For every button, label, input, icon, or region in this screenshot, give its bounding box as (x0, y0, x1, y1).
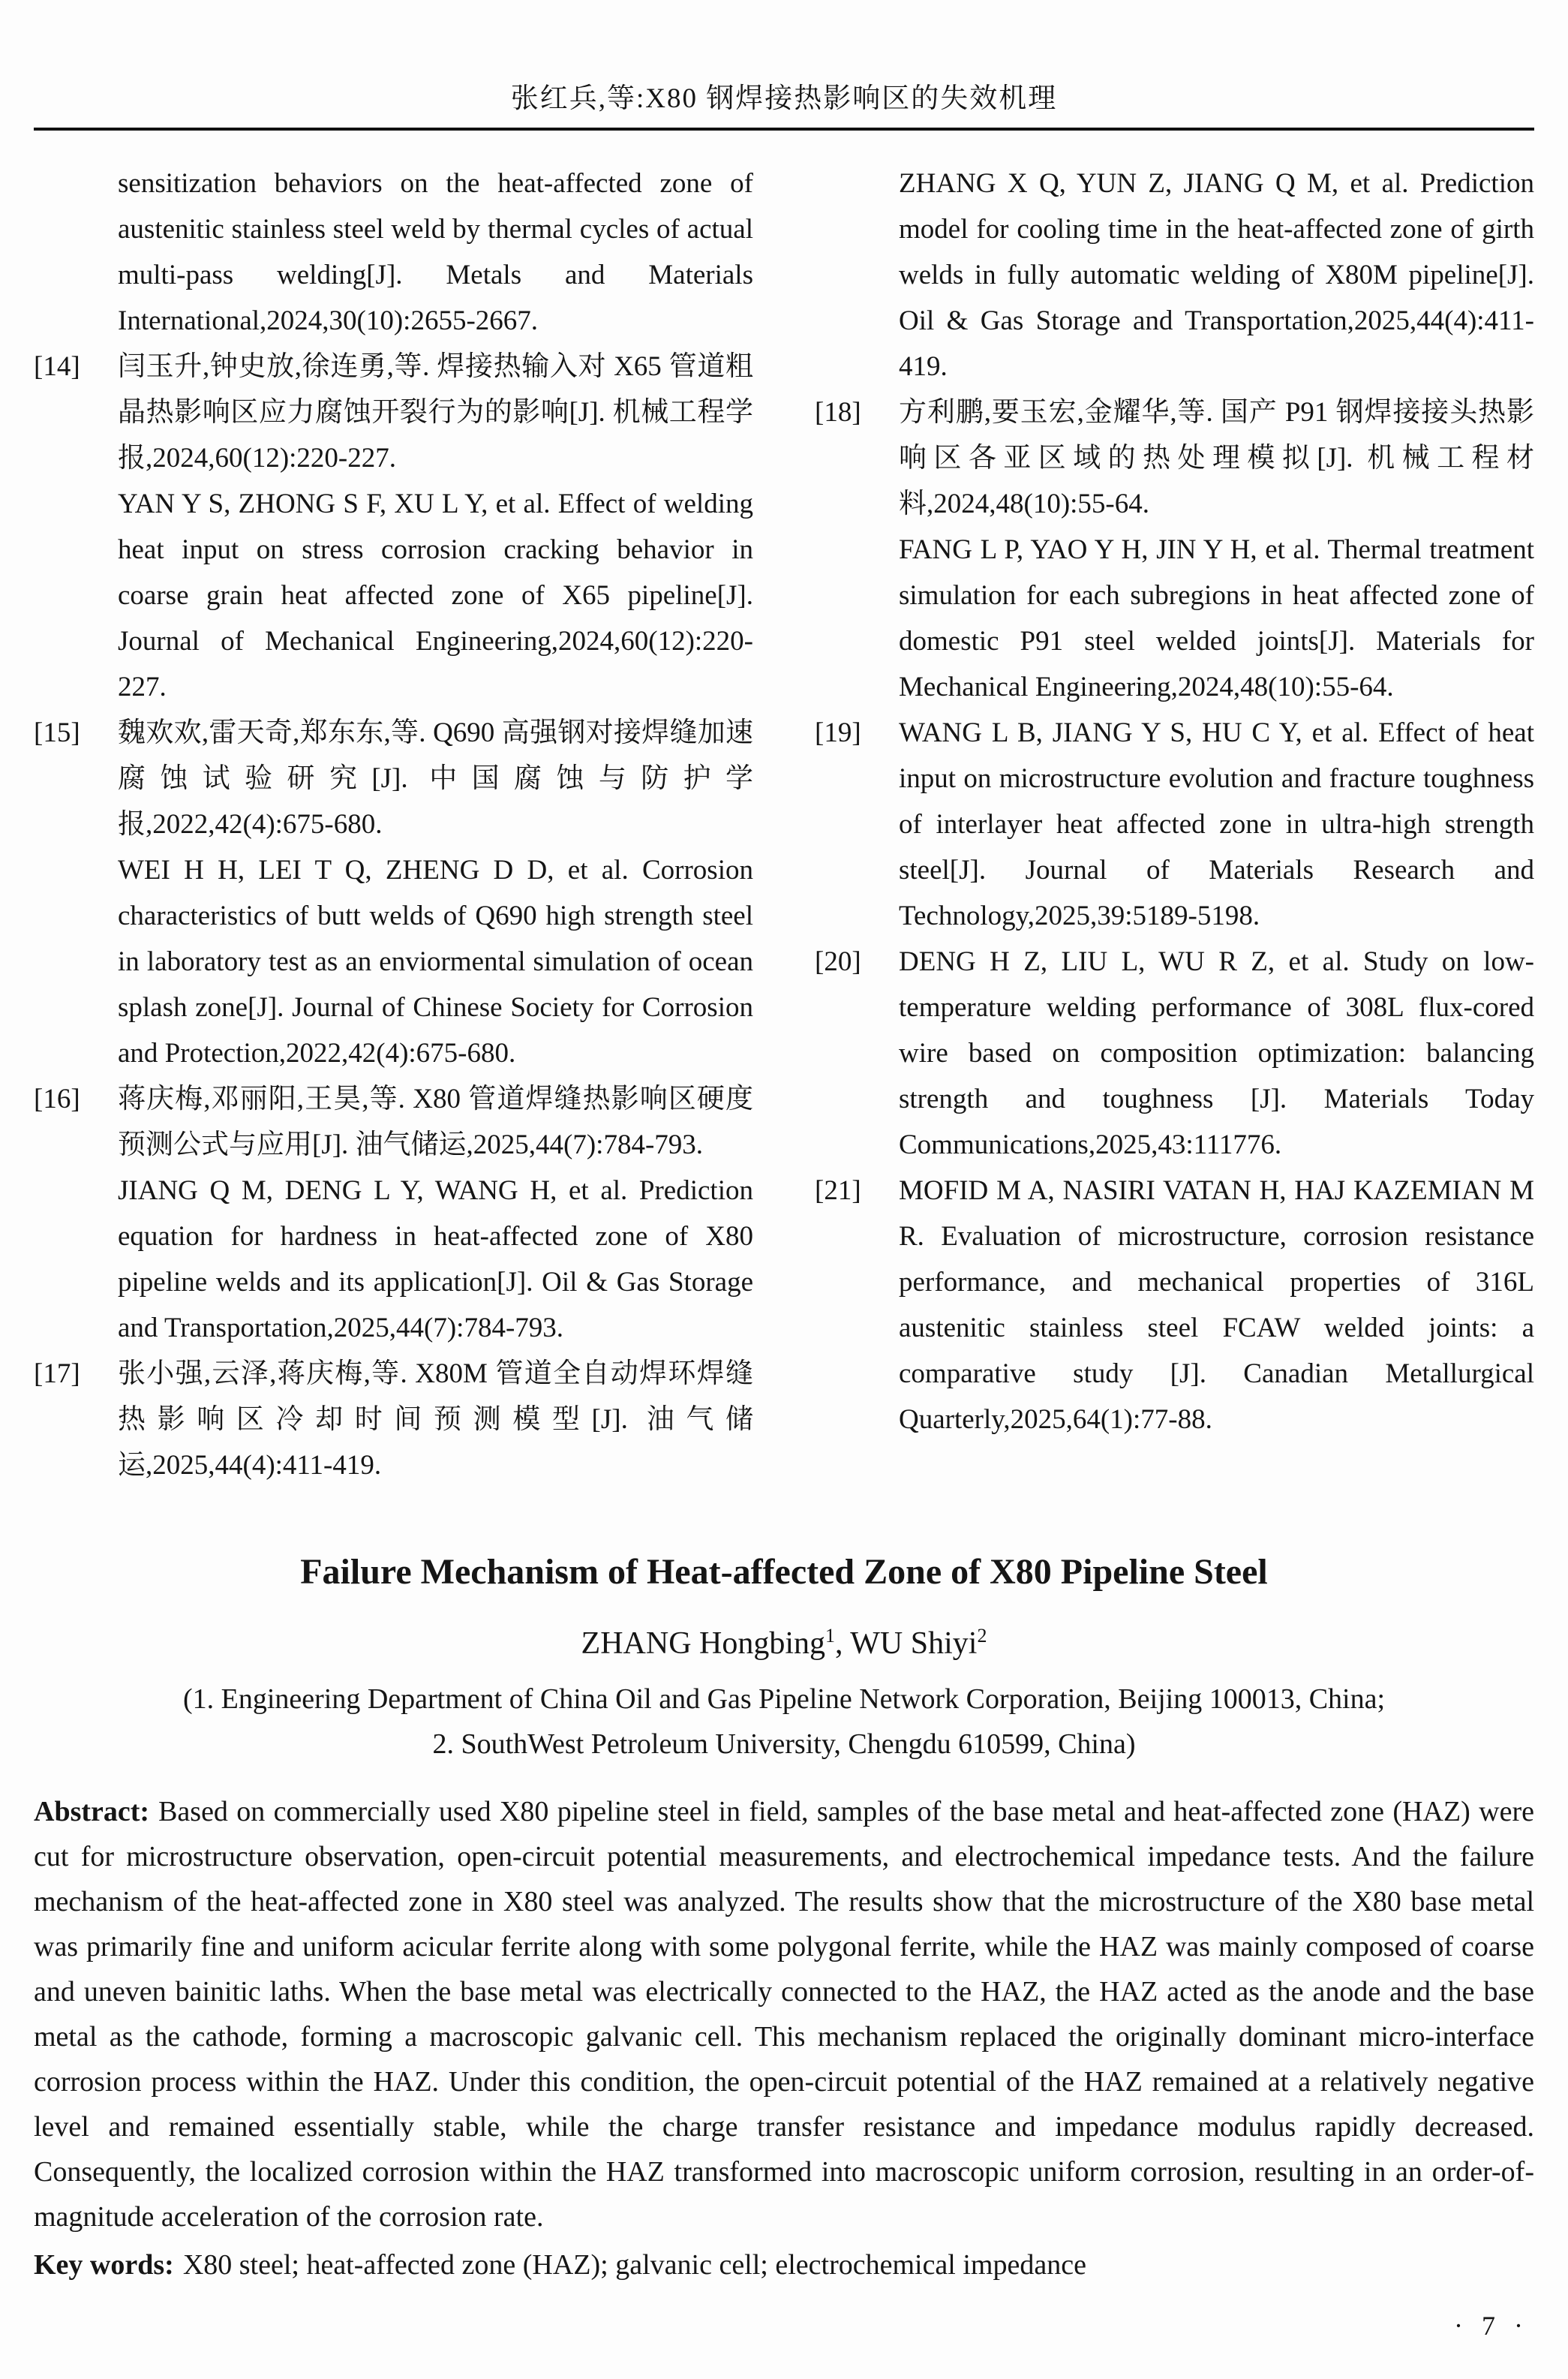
author-separator: , (835, 1626, 851, 1661)
reference-number: [19] (815, 717, 861, 748)
affiliation-line-2: 2. SouthWest Petroleum University, Chengdu 610599, China) (432, 1728, 1136, 1760)
reference-number: [16] (34, 1084, 80, 1114)
reference-number (34, 161, 118, 344)
reference-number (815, 161, 899, 389)
reference-entry (34, 344, 753, 481)
reference-text: YAN Y S, ZHONG S F, XU L Y, et al. Effect of welding heat input on stress corrosion cracking behavior in coarse grain heat affected zone of X65 pipeline[J]. Journal of Mechanical Engineering,2024,60(12):220-227. (118, 489, 753, 702)
reference-entry (815, 710, 1534, 939)
reference-text: JIANG Q M, DENG L Y, WANG H, et al. Prediction equation for hardness in heat-affected zone of X80 pipeline welds and its application[J]. Oil & Gas Storage and Transportation,2025,44(7):784-793. (118, 1175, 753, 1343)
reference-number: [14] (34, 351, 80, 382)
abstract (34, 1789, 1534, 2239)
keywords (34, 2242, 1534, 2287)
reference-number (34, 481, 118, 710)
reference-number (34, 1168, 118, 1351)
reference-entry (34, 710, 753, 847)
reference-text: 魏欢欢,雷天奇,郑东东,等. Q690 高强钢对接焊缝加速腐蚀试验研究[J]. 中国腐蚀与防护学报,2022,42(4):675-680. (118, 717, 753, 840)
reference-entry (815, 161, 1534, 389)
reference-text: WANG L B, JIANG Y S, HU C Y, et al. Effect of heat input on microstructure evolution and fracture toughness of interlayer heat affected zone in ultra-high strength steel[J]. Journal of Materials Research and Technology,2025,39:5189-5198. (899, 717, 1534, 931)
reference-text: FANG L P, YAO Y H, JIN Y H, et al. Thermal treatment simulation for each subregions in heat affected zone of domestic P91 steel welded joints[J]. Materials for Mechanical Engineering,2024,48(10):55-64. (899, 534, 1534, 702)
article-title: Failure Mechanism of Heat-affected Zone of X80 Pipeline Steel (300, 1552, 1268, 1592)
reference-number: [17] (34, 1358, 80, 1389)
references-right-column (815, 161, 1534, 1488)
references-left-column (34, 161, 753, 1488)
reference-entry (815, 527, 1534, 710)
keywords-label: Key words: (34, 2249, 174, 2281)
reference-text: sensitization behaviors on the heat-affected zone of austenitic stainless steel weld by thermal cycles of actual multi-pass welding[J]. Metals and Materials International,2024,30(10):2655-2667. (118, 168, 753, 336)
reference-number: [15] (34, 717, 80, 748)
page-number: · 7 · (1454, 2311, 1529, 2341)
reference-number (815, 527, 899, 710)
reference-text: 张小强,云泽,蒋庆梅,等. X80M 管道全自动焊环焊缝热影响区冷却时间预测模型[J]. 油气储运,2025,44(4):411-419. (118, 1358, 753, 1481)
affiliations (34, 1677, 1534, 1767)
author-superscript: 1 (825, 1625, 836, 1647)
reference-entry (34, 1076, 753, 1168)
author-superscript: 2 (977, 1625, 987, 1647)
reference-entry (34, 161, 753, 344)
reference-text: 蒋庆梅,邓丽阳,王昊,等. X80 管道焊缝热影响区硬度预测公式与应用[J]. 油气储运,2025,44(7):784-793. (118, 1084, 753, 1160)
reference-entry (815, 389, 1534, 527)
reference-entry (34, 1351, 753, 1488)
reference-text: MOFID M A, NASIRI VATAN H, HAJ KAZEMIAN M R. Evaluation of microstructure, corrosion resistance performance, and mechanical properties of 316L austenitic stainless steel FCAW welded joints: a comparative study [J]. Canadian Metallurgical Quarterly,2025,64(1):77-88. (899, 1175, 1534, 1435)
abstract-text: Based on commercially used X80 pipeline steel in field, samples of the base metal and heat-affected zone (HAZ) were cut for microstructure observation, open-circuit potential measurements, and electrochemical impedance tests. And the failure mechanism of the heat-affected zone in X80 steel was analyzed. The results show that the microstructure of the X80 base metal was primarily fine and uniform acicular ferrite along with some polygonal ferrite, while the HAZ was mainly composed of coarse and uneven bainitic laths. When the base metal was electrically connected to the HAZ, the HAZ acted as the anode and the base metal as the cathode, forming a macroscopic galvanic cell. This mechanism replaced the originally dominant micro-interface corrosion process within the HAZ. Under this condition, the open-circuit potential of the HAZ remained at a relatively negative level and remained essentially stable, while the charge transfer resistance and impedance modulus rapidly decreased. Consequently, the localized corrosion within the HAZ transformed into macroscopic uniform corrosion, resulting in an order-of-magnitude acceleration of the corrosion rate. (34, 1796, 1534, 2233)
reference-text: DENG H Z, LIU L, WU R Z, et al. Study on low-temperature welding performance of 308L flux-cored wire based on composition optimization: balancing strength and toughness [J]. Materials Today Communications,2025,43:111776. (899, 946, 1534, 1160)
reference-text: WEI H H, LEI T Q, ZHENG D D, et al. Corrosion characteristics of butt welds of Q690 high strength steel in laboratory test as an enviormental simulation of ocean splash zone[J]. Journal of Chinese Society for Corrosion and Protection,2022,42(4):675-680. (118, 855, 753, 1069)
reference-text: 闫玉升,钟史放,徐连勇,等. 焊接热输入对 X65 管道粗晶热影响区应力腐蚀开裂行为的影响[J]. 机械工程学报,2024,60(12):220-227. (118, 351, 753, 474)
running-head: 张红兵,等:X80 钢焊接热影响区的失效机理 (510, 83, 1058, 114)
reference-text: ZHANG X Q, YUN Z, JIANG Q M, et al. Prediction model for cooling time in the heat-affected zone of girth welds in fully automatic welding of X80M pipeline[J]. Oil & Gas Storage and Transportation,2025,44(4):411-419. (899, 168, 1534, 382)
abstract-label: Abstract: (34, 1796, 150, 1827)
reference-entry (34, 847, 753, 1076)
reference-number (34, 847, 118, 1076)
header-divider (34, 128, 1534, 131)
affiliation-line-1: (1. Engineering Department of China Oil and Gas Pipeline Network Corporation, Beijing 100013, China; (182, 1683, 1386, 1715)
authors-line (34, 1625, 1534, 1662)
reference-entry (34, 481, 753, 710)
reference-entry (815, 1168, 1534, 1442)
references-section (34, 161, 1534, 1488)
reference-entry (34, 1168, 753, 1351)
keywords-text: X80 steel; heat-affected zone (HAZ); galvanic cell; electrochemical impedance (182, 2249, 1086, 2281)
reference-number: [20] (815, 946, 861, 977)
author-name: ZHANG Hongbing (581, 1626, 826, 1661)
reference-text: 方利鹏,要玉宏,金耀华,等. 国产 P91 钢焊接接头热影响区各亚区域的热处理模拟[J]. 机械工程材料,2024,48(10):55-64. (899, 397, 1534, 519)
author-name: WU Shiyi (850, 1626, 978, 1661)
reference-number: [18] (815, 397, 861, 428)
reference-entry (815, 939, 1534, 1168)
reference-number: [21] (815, 1175, 861, 1206)
